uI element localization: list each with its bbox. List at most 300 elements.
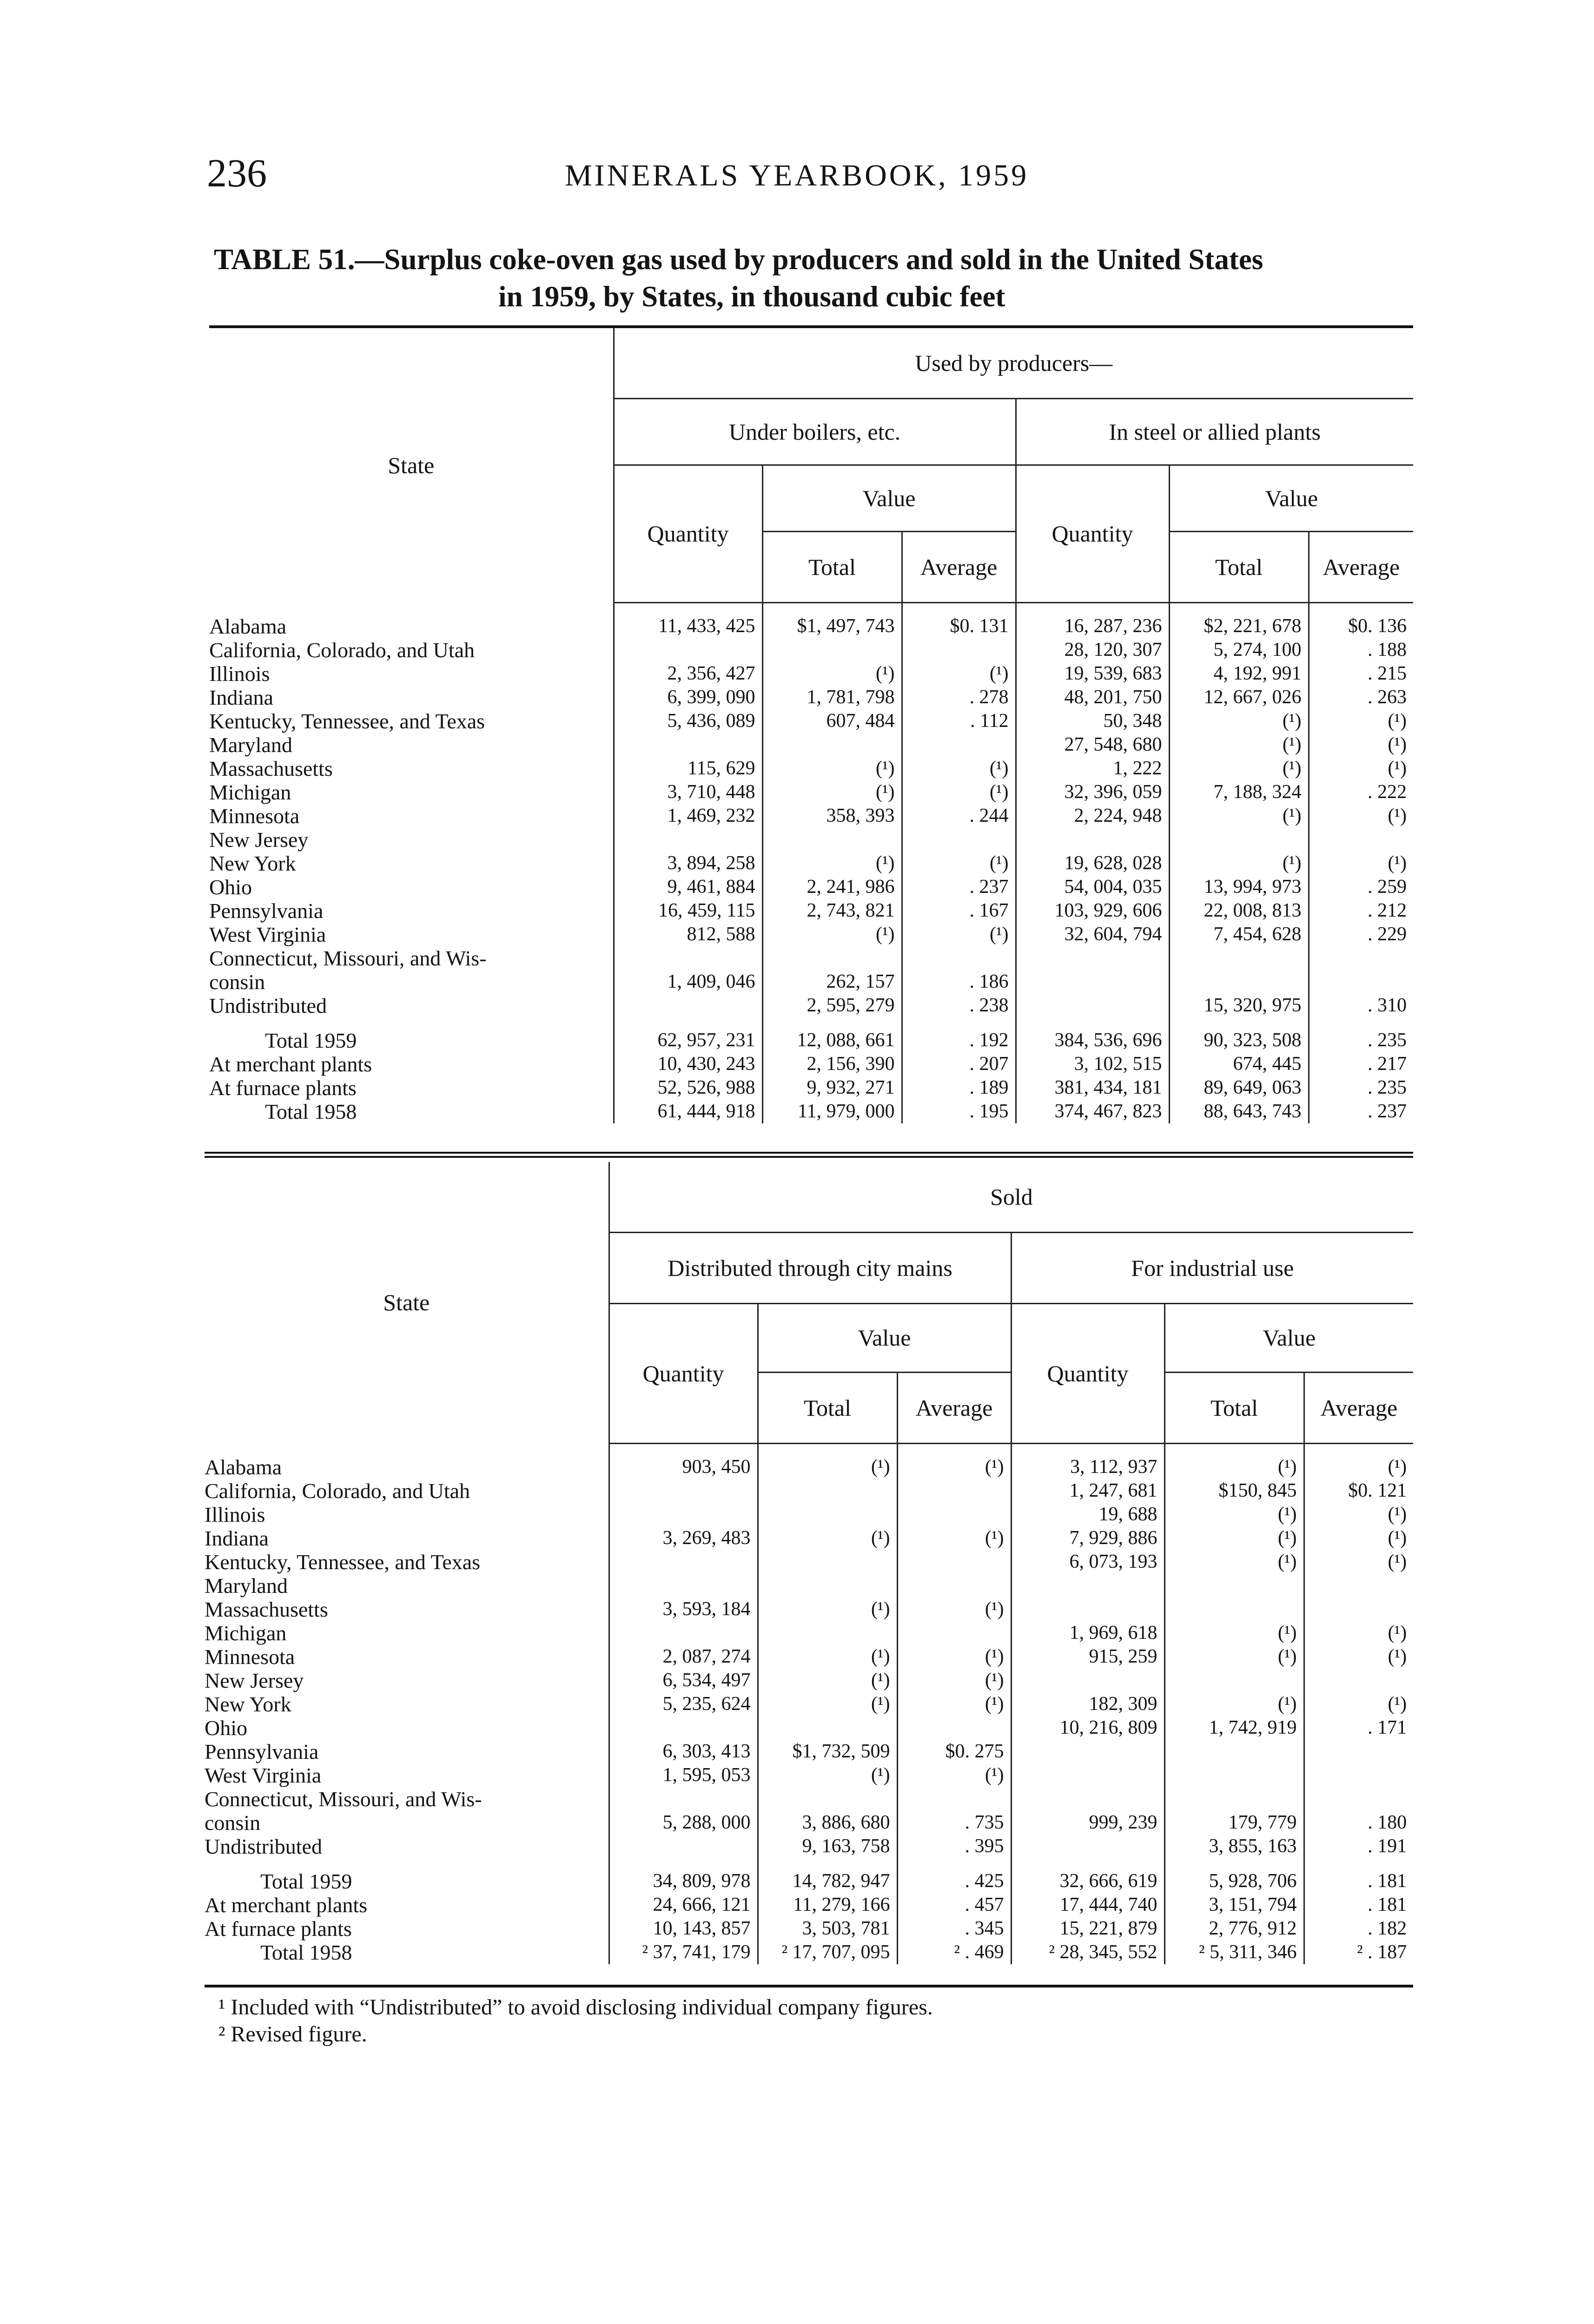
state-name: New York bbox=[205, 1692, 291, 1716]
quantity-cell: 5, 436, 089 bbox=[614, 709, 762, 733]
total-value-cell: 3, 886, 680 bbox=[758, 1811, 897, 1835]
state-name: New Jersey bbox=[209, 828, 309, 852]
total-value-cell bbox=[1164, 1787, 1304, 1811]
total-value-cell: (¹) bbox=[762, 780, 902, 804]
state-name: Connecticut, Missouri, and Wis- bbox=[205, 1787, 482, 1811]
average-value-cell bbox=[1309, 970, 1413, 994]
table-row bbox=[205, 1669, 1413, 1692]
table-row bbox=[205, 1811, 1413, 1835]
total-value-cell: 179, 779 bbox=[1164, 1811, 1304, 1835]
average-value-cell bbox=[1309, 946, 1413, 970]
total-value-cell: 1, 781, 798 bbox=[762, 686, 902, 709]
table-row bbox=[209, 780, 1413, 804]
total-value-cell: (¹) bbox=[758, 1455, 897, 1479]
footnote-1: ¹ Included with “Undistributed” to avoid disclosing individual company figures. bbox=[218, 1995, 933, 2020]
quantity-cell: 17, 444, 740 bbox=[1011, 1893, 1164, 1917]
state-name: Maryland bbox=[205, 1574, 288, 1598]
average-value-cell bbox=[897, 1716, 1011, 1740]
average-value-cell: (¹) bbox=[1309, 757, 1413, 780]
table-row bbox=[209, 614, 1413, 638]
quantity-cell: 5, 235, 624 bbox=[609, 1692, 758, 1716]
quantity-cell bbox=[1011, 1598, 1164, 1621]
average-value-cell bbox=[1304, 1669, 1413, 1692]
state-name: Minnesota bbox=[209, 804, 300, 828]
table-bottom-rule bbox=[205, 1985, 1413, 1987]
average-value-cell: (¹) bbox=[902, 852, 1016, 875]
average-value-cell bbox=[1309, 828, 1413, 852]
quantity-cell bbox=[614, 946, 762, 970]
table-row bbox=[205, 1763, 1413, 1787]
table-row bbox=[205, 1479, 1413, 1503]
total-value-cell: $2, 221, 678 bbox=[1169, 614, 1309, 638]
average-value-cell: . 215 bbox=[1309, 662, 1413, 686]
total-value-cell: (¹) bbox=[1164, 1692, 1304, 1716]
total-value-cell: (¹) bbox=[1169, 709, 1309, 733]
quantity-cell: ² 28, 345, 552 bbox=[1011, 1941, 1164, 1964]
table-row bbox=[205, 1598, 1413, 1621]
total-value-cell: 15, 320, 975 bbox=[1169, 994, 1309, 1017]
average-value-cell: (¹) bbox=[897, 1763, 1011, 1787]
table-row bbox=[209, 828, 1413, 852]
state-name: Michigan bbox=[205, 1621, 287, 1645]
total-value-cell: (¹) bbox=[1164, 1526, 1304, 1550]
state-name: Illinois bbox=[205, 1503, 265, 1526]
average-value-cell: . 237 bbox=[1309, 1100, 1413, 1123]
average-value-cell: ² . 187 bbox=[1304, 1941, 1413, 1964]
state-name: West Virginia bbox=[209, 923, 326, 946]
quantity-cell: 5, 288, 000 bbox=[609, 1811, 758, 1835]
col-total: Total bbox=[758, 1373, 897, 1444]
average-value-cell bbox=[897, 1550, 1011, 1574]
average-value-cell: . 167 bbox=[902, 899, 1016, 923]
quantity-cell: 6, 399, 090 bbox=[614, 686, 762, 709]
quantity-cell: 384, 536, 696 bbox=[1016, 1029, 1169, 1052]
table-row bbox=[205, 1835, 1413, 1858]
quantity-cell bbox=[1016, 946, 1169, 970]
average-value-cell: . 235 bbox=[1309, 1076, 1413, 1100]
state-name: At merchant plants bbox=[209, 1052, 372, 1076]
quantity-cell bbox=[1011, 1763, 1164, 1787]
total-value-cell: (¹) bbox=[1164, 1645, 1304, 1669]
quantity-cell: 6, 534, 497 bbox=[609, 1669, 758, 1692]
table-row bbox=[205, 1526, 1413, 1550]
total-value-cell bbox=[762, 733, 902, 757]
total-value-cell bbox=[1169, 946, 1309, 970]
average-value-cell: . 189 bbox=[902, 1076, 1016, 1100]
state-name: Ohio bbox=[209, 875, 252, 899]
average-value-cell: (¹) bbox=[902, 923, 1016, 946]
total-value-cell: ² 5, 311, 346 bbox=[1164, 1941, 1304, 1964]
col-average: Average bbox=[1304, 1373, 1413, 1444]
average-value-cell: . 238 bbox=[902, 994, 1016, 1017]
quantity-cell bbox=[1011, 1574, 1164, 1598]
quantity-cell: 1, 247, 681 bbox=[1011, 1479, 1164, 1503]
total-value-cell: 2, 776, 912 bbox=[1164, 1917, 1304, 1941]
quantity-cell: 10, 143, 857 bbox=[609, 1917, 758, 1941]
total-value-cell: (¹) bbox=[762, 923, 902, 946]
average-value-cell: . 182 bbox=[1304, 1917, 1413, 1941]
table-row bbox=[205, 1503, 1413, 1526]
total-value-cell: 2, 241, 986 bbox=[762, 875, 902, 899]
average-value-cell: (¹) bbox=[897, 1598, 1011, 1621]
table-row bbox=[205, 1716, 1413, 1740]
average-value-cell: . 244 bbox=[902, 804, 1016, 828]
quantity-cell: 999, 239 bbox=[1011, 1811, 1164, 1835]
average-value-cell bbox=[902, 638, 1016, 662]
state-name: California, Colorado, and Utah bbox=[205, 1479, 470, 1503]
state-name: At furnace plants bbox=[209, 1076, 357, 1100]
quantity-cell: 50, 348 bbox=[1016, 709, 1169, 733]
average-value-cell: . 395 bbox=[897, 1835, 1011, 1858]
col-value: Value bbox=[762, 465, 1016, 532]
state-name: Alabama bbox=[205, 1455, 282, 1479]
state-name: Massachusetts bbox=[205, 1598, 328, 1621]
total-value-cell: 607, 484 bbox=[762, 709, 902, 733]
total-value-cell: 12, 088, 661 bbox=[762, 1029, 902, 1052]
total-value-cell: $1, 497, 743 bbox=[762, 614, 902, 638]
table-row bbox=[209, 662, 1413, 686]
total-value-cell: 3, 151, 794 bbox=[1164, 1893, 1304, 1917]
quantity-cell: 374, 467, 823 bbox=[1016, 1100, 1169, 1123]
state-name: Michigan bbox=[209, 780, 291, 804]
quantity-cell: 27, 548, 680 bbox=[1016, 733, 1169, 757]
table-separator bbox=[205, 1152, 1413, 1158]
average-value-cell: $0. 136 bbox=[1309, 614, 1413, 638]
average-value-cell: (¹) bbox=[1309, 709, 1413, 733]
average-value-cell: (¹) bbox=[902, 757, 1016, 780]
total-value-cell: (¹) bbox=[758, 1645, 897, 1669]
col-quantity: Quantity bbox=[1016, 465, 1169, 603]
total-row bbox=[205, 1869, 1413, 1893]
average-value-cell: (¹) bbox=[897, 1526, 1011, 1550]
total-value-cell: (¹) bbox=[758, 1598, 897, 1621]
state-name: West Virginia bbox=[205, 1763, 322, 1787]
average-value-cell: . 425 bbox=[897, 1869, 1011, 1893]
quantity-cell: ² 37, 741, 179 bbox=[609, 1941, 758, 1964]
total-value-cell: (¹) bbox=[758, 1692, 897, 1716]
quantity-cell bbox=[614, 994, 762, 1017]
state-name: California, Colorado, and Utah bbox=[209, 638, 475, 662]
average-value-cell bbox=[897, 1621, 1011, 1645]
average-value-cell: . 188 bbox=[1309, 638, 1413, 662]
quantity-cell: 34, 809, 978 bbox=[609, 1869, 758, 1893]
total-value-cell: (¹) bbox=[1169, 757, 1309, 780]
quantity-cell: 3, 269, 483 bbox=[609, 1526, 758, 1550]
average-value-cell bbox=[897, 1574, 1011, 1598]
total-row bbox=[205, 1941, 1413, 1964]
quantity-cell: 19, 628, 028 bbox=[1016, 852, 1169, 875]
quantity-cell: 9, 461, 884 bbox=[614, 875, 762, 899]
quantity-cell: 32, 604, 794 bbox=[1016, 923, 1169, 946]
average-value-cell: . 259 bbox=[1309, 875, 1413, 899]
quantity-cell bbox=[1011, 1835, 1164, 1858]
total-value-cell: 674, 445 bbox=[1169, 1052, 1309, 1076]
table-row bbox=[209, 852, 1413, 875]
state-name: Massachusetts bbox=[209, 757, 333, 780]
quantity-cell bbox=[614, 638, 762, 662]
footnote-2: ² Revised figure. bbox=[218, 2022, 367, 2047]
total-value-cell: 88, 643, 743 bbox=[1169, 1100, 1309, 1123]
average-value-cell bbox=[1304, 1787, 1413, 1811]
quantity-cell: 11, 433, 425 bbox=[614, 614, 762, 638]
average-value-cell: . 186 bbox=[902, 970, 1016, 994]
total-value-cell: $150, 845 bbox=[1164, 1479, 1304, 1503]
state-name: Illinois bbox=[209, 662, 270, 686]
state-name: Alabama bbox=[209, 614, 287, 638]
quantity-cell: 48, 201, 750 bbox=[1016, 686, 1169, 709]
state-name: New York bbox=[209, 852, 296, 875]
quantity-cell bbox=[1016, 970, 1169, 994]
average-value-cell: . 180 bbox=[1304, 1811, 1413, 1835]
average-value-cell: $0. 275 bbox=[897, 1740, 1011, 1763]
total-value-cell bbox=[758, 1550, 897, 1574]
total-value-cell bbox=[1164, 1669, 1304, 1692]
quantity-cell bbox=[609, 1503, 758, 1526]
average-value-cell bbox=[897, 1503, 1011, 1526]
average-value-cell: . 229 bbox=[1309, 923, 1413, 946]
total-value-cell: 358, 393 bbox=[762, 804, 902, 828]
quantity-cell: 24, 666, 121 bbox=[609, 1893, 758, 1917]
average-value-cell: . 263 bbox=[1309, 686, 1413, 709]
quantity-cell: 6, 303, 413 bbox=[609, 1740, 758, 1763]
running-title: MINERALS YEARBOOK, 1959 bbox=[565, 158, 1029, 192]
average-value-cell: . 217 bbox=[1309, 1052, 1413, 1076]
state-name: Pennsylvania bbox=[205, 1740, 319, 1763]
total-row bbox=[209, 1076, 1413, 1100]
total-value-cell: 90, 323, 508 bbox=[1169, 1029, 1309, 1052]
state-name: Pennsylvania bbox=[209, 899, 324, 923]
average-value-cell: . 181 bbox=[1304, 1869, 1413, 1893]
average-value-cell: . 207 bbox=[902, 1052, 1016, 1076]
average-value-cell bbox=[1304, 1598, 1413, 1621]
state-name: Ohio bbox=[205, 1716, 247, 1740]
group-header-sold: Sold bbox=[609, 1162, 1413, 1233]
table-title bbox=[214, 241, 1422, 315]
state-name: Minnesota bbox=[205, 1645, 295, 1669]
average-value-cell: . 212 bbox=[1309, 899, 1413, 923]
table-row bbox=[205, 1692, 1413, 1716]
quantity-cell: 1, 969, 618 bbox=[1011, 1621, 1164, 1645]
average-value-cell: $0. 121 bbox=[1304, 1479, 1413, 1503]
average-value-cell: (¹) bbox=[1309, 852, 1413, 875]
quantity-cell: 54, 004, 035 bbox=[1016, 875, 1169, 899]
quantity-cell: 3, 102, 515 bbox=[1016, 1052, 1169, 1076]
table-row bbox=[205, 1645, 1413, 1669]
quantity-cell: 3, 894, 258 bbox=[614, 852, 762, 875]
stub-header: State bbox=[209, 327, 614, 603]
total-value-cell bbox=[758, 1621, 897, 1645]
total-value-cell: 1, 742, 919 bbox=[1164, 1716, 1304, 1740]
total-value-cell bbox=[1164, 1598, 1304, 1621]
total-value-cell: (¹) bbox=[762, 852, 902, 875]
average-value-cell bbox=[897, 1787, 1011, 1811]
total-value-cell: 11, 279, 166 bbox=[758, 1893, 897, 1917]
table-sold bbox=[205, 1162, 1413, 1964]
average-value-cell: (¹) bbox=[1304, 1692, 1413, 1716]
total-value-cell: ² 17, 707, 095 bbox=[758, 1941, 897, 1964]
average-value-cell: ² . 469 bbox=[897, 1941, 1011, 1964]
state-name: Indiana bbox=[205, 1526, 269, 1550]
total-value-cell: 7, 454, 628 bbox=[1169, 923, 1309, 946]
average-value-cell: (¹) bbox=[1304, 1455, 1413, 1479]
quantity-cell: 381, 434, 181 bbox=[1016, 1076, 1169, 1100]
table-row bbox=[209, 994, 1413, 1017]
total-value-cell: 14, 782, 947 bbox=[758, 1869, 897, 1893]
average-value-cell: (¹) bbox=[897, 1692, 1011, 1716]
quantity-cell bbox=[1011, 1787, 1164, 1811]
quantity-cell: 19, 688 bbox=[1011, 1503, 1164, 1526]
table-row bbox=[205, 1621, 1413, 1645]
average-value-cell: (¹) bbox=[1304, 1503, 1413, 1526]
state-name: Indiana bbox=[209, 686, 273, 709]
state-name: Total 1958 bbox=[260, 1941, 352, 1964]
col-total: Total bbox=[762, 532, 902, 603]
quantity-cell: 19, 539, 683 bbox=[1016, 662, 1169, 686]
col-quantity: Quantity bbox=[614, 465, 762, 603]
average-value-cell: . 192 bbox=[902, 1029, 1016, 1052]
average-value-cell: $0. 131 bbox=[902, 614, 1016, 638]
quantity-cell bbox=[609, 1574, 758, 1598]
table-title-line1: TABLE 51.—Surplus coke-oven gas used by producers and sold in the United States bbox=[214, 243, 1263, 276]
table-row bbox=[205, 1455, 1413, 1479]
table-row bbox=[209, 733, 1413, 757]
quantity-cell bbox=[609, 1621, 758, 1645]
total-value-cell: 9, 163, 758 bbox=[758, 1835, 897, 1858]
total-value-cell: 13, 994, 973 bbox=[1169, 875, 1309, 899]
total-value-cell bbox=[1164, 1763, 1304, 1787]
col-average: Average bbox=[902, 532, 1016, 603]
table-row bbox=[205, 1740, 1413, 1763]
state-name: Total 1959 bbox=[260, 1869, 352, 1893]
average-value-cell: (¹) bbox=[902, 780, 1016, 804]
quantity-cell bbox=[609, 1835, 758, 1858]
quantity-cell: 1, 469, 232 bbox=[614, 804, 762, 828]
total-value-cell: 9, 932, 271 bbox=[762, 1076, 902, 1100]
average-value-cell: . 222 bbox=[1309, 780, 1413, 804]
total-value-cell: 3, 503, 781 bbox=[758, 1917, 897, 1941]
quantity-cell: 1, 222 bbox=[1016, 757, 1169, 780]
total-row bbox=[209, 1100, 1413, 1123]
quantity-cell: 7, 929, 886 bbox=[1011, 1526, 1164, 1550]
quantity-cell: 32, 396, 059 bbox=[1016, 780, 1169, 804]
average-value-cell: . 735 bbox=[897, 1811, 1011, 1835]
group-header-used: Used by producers— bbox=[614, 327, 1413, 399]
quantity-cell: 2, 224, 948 bbox=[1016, 804, 1169, 828]
table-row bbox=[209, 875, 1413, 899]
quantity-cell bbox=[1011, 1740, 1164, 1763]
col-quantity: Quantity bbox=[609, 1304, 758, 1444]
total-value-cell: $1, 732, 509 bbox=[758, 1740, 897, 1763]
total-value-cell: (¹) bbox=[758, 1526, 897, 1550]
average-value-cell: . 195 bbox=[902, 1100, 1016, 1123]
quantity-cell bbox=[609, 1550, 758, 1574]
quantity-cell: 1, 595, 053 bbox=[609, 1763, 758, 1787]
average-value-cell bbox=[1304, 1763, 1413, 1787]
quantity-cell: 28, 120, 307 bbox=[1016, 638, 1169, 662]
average-value-cell: (¹) bbox=[1304, 1526, 1413, 1550]
average-value-cell: . 112 bbox=[902, 709, 1016, 733]
average-value-cell: (¹) bbox=[1304, 1550, 1413, 1574]
table-row bbox=[209, 686, 1413, 709]
quantity-cell: 62, 957, 231 bbox=[614, 1029, 762, 1052]
col-value: Value bbox=[758, 1304, 1011, 1373]
quantity-cell: 61, 444, 918 bbox=[614, 1100, 762, 1123]
state-name: Undistributed bbox=[205, 1835, 322, 1858]
total-value-cell: 4, 192, 991 bbox=[1169, 662, 1309, 686]
table-row bbox=[205, 1574, 1413, 1598]
average-value-cell: . 171 bbox=[1304, 1716, 1413, 1740]
quantity-cell: 182, 309 bbox=[1011, 1692, 1164, 1716]
total-value-cell bbox=[1169, 828, 1309, 852]
average-value-cell bbox=[1304, 1574, 1413, 1598]
total-value-cell: (¹) bbox=[1164, 1550, 1304, 1574]
state-name: Total 1958 bbox=[265, 1100, 357, 1123]
average-value-cell: . 345 bbox=[897, 1917, 1011, 1941]
average-value-cell bbox=[902, 828, 1016, 852]
state-name: Kentucky, Tennessee, and Texas bbox=[209, 709, 485, 733]
total-row bbox=[205, 1917, 1413, 1941]
average-value-cell: . 181 bbox=[1304, 1893, 1413, 1917]
average-value-cell: . 278 bbox=[902, 686, 1016, 709]
col-total: Total bbox=[1164, 1373, 1304, 1444]
total-row bbox=[209, 1029, 1413, 1052]
quantity-cell bbox=[609, 1716, 758, 1740]
total-value-cell: (¹) bbox=[762, 757, 902, 780]
total-value-cell: 5, 274, 100 bbox=[1169, 638, 1309, 662]
subheader-under-boilers: Under boilers, etc. bbox=[614, 399, 1016, 465]
average-value-cell: . 457 bbox=[897, 1893, 1011, 1917]
quantity-cell: 3, 710, 448 bbox=[614, 780, 762, 804]
quantity-cell: 10, 216, 809 bbox=[1011, 1716, 1164, 1740]
average-value-cell bbox=[902, 733, 1016, 757]
quantity-cell bbox=[609, 1787, 758, 1811]
state-name: Total 1959 bbox=[265, 1029, 357, 1052]
quantity-cell: 903, 450 bbox=[609, 1455, 758, 1479]
total-value-cell: 22, 008, 813 bbox=[1169, 899, 1309, 923]
table-row bbox=[209, 757, 1413, 780]
total-value-cell: (¹) bbox=[762, 662, 902, 686]
state-name: New Jersey bbox=[205, 1669, 304, 1692]
total-value-cell: 2, 156, 390 bbox=[762, 1052, 902, 1076]
col-quantity: Quantity bbox=[1011, 1304, 1164, 1444]
footnotes bbox=[218, 1994, 933, 2048]
total-value-cell: (¹) bbox=[1164, 1621, 1304, 1645]
total-value-cell: 2, 743, 821 bbox=[762, 899, 902, 923]
col-total: Total bbox=[1169, 532, 1309, 603]
average-value-cell: (¹) bbox=[1309, 804, 1413, 828]
state-name: Maryland bbox=[209, 733, 292, 757]
average-value-cell: (¹) bbox=[902, 662, 1016, 686]
state-name: Kentucky, Tennessee, and Texas bbox=[205, 1550, 481, 1574]
total-value-cell: 7, 188, 324 bbox=[1169, 780, 1309, 804]
quantity-cell: 3, 593, 184 bbox=[609, 1598, 758, 1621]
average-value-cell: (¹) bbox=[897, 1669, 1011, 1692]
table-row bbox=[209, 923, 1413, 946]
average-value-cell: (¹) bbox=[1309, 733, 1413, 757]
quantity-cell: 15, 221, 879 bbox=[1011, 1917, 1164, 1941]
total-value-cell bbox=[758, 1479, 897, 1503]
quantity-cell bbox=[614, 733, 762, 757]
quantity-cell: 52, 526, 988 bbox=[614, 1076, 762, 1100]
table-row bbox=[205, 1787, 1413, 1811]
quantity-cell: 812, 588 bbox=[614, 923, 762, 946]
average-value-cell bbox=[897, 1479, 1011, 1503]
col-value: Value bbox=[1169, 465, 1413, 532]
total-value-cell: 3, 855, 163 bbox=[1164, 1835, 1304, 1858]
total-value-cell: 2, 595, 279 bbox=[762, 994, 902, 1017]
total-value-cell bbox=[758, 1574, 897, 1598]
page-number: 236 bbox=[207, 151, 267, 195]
